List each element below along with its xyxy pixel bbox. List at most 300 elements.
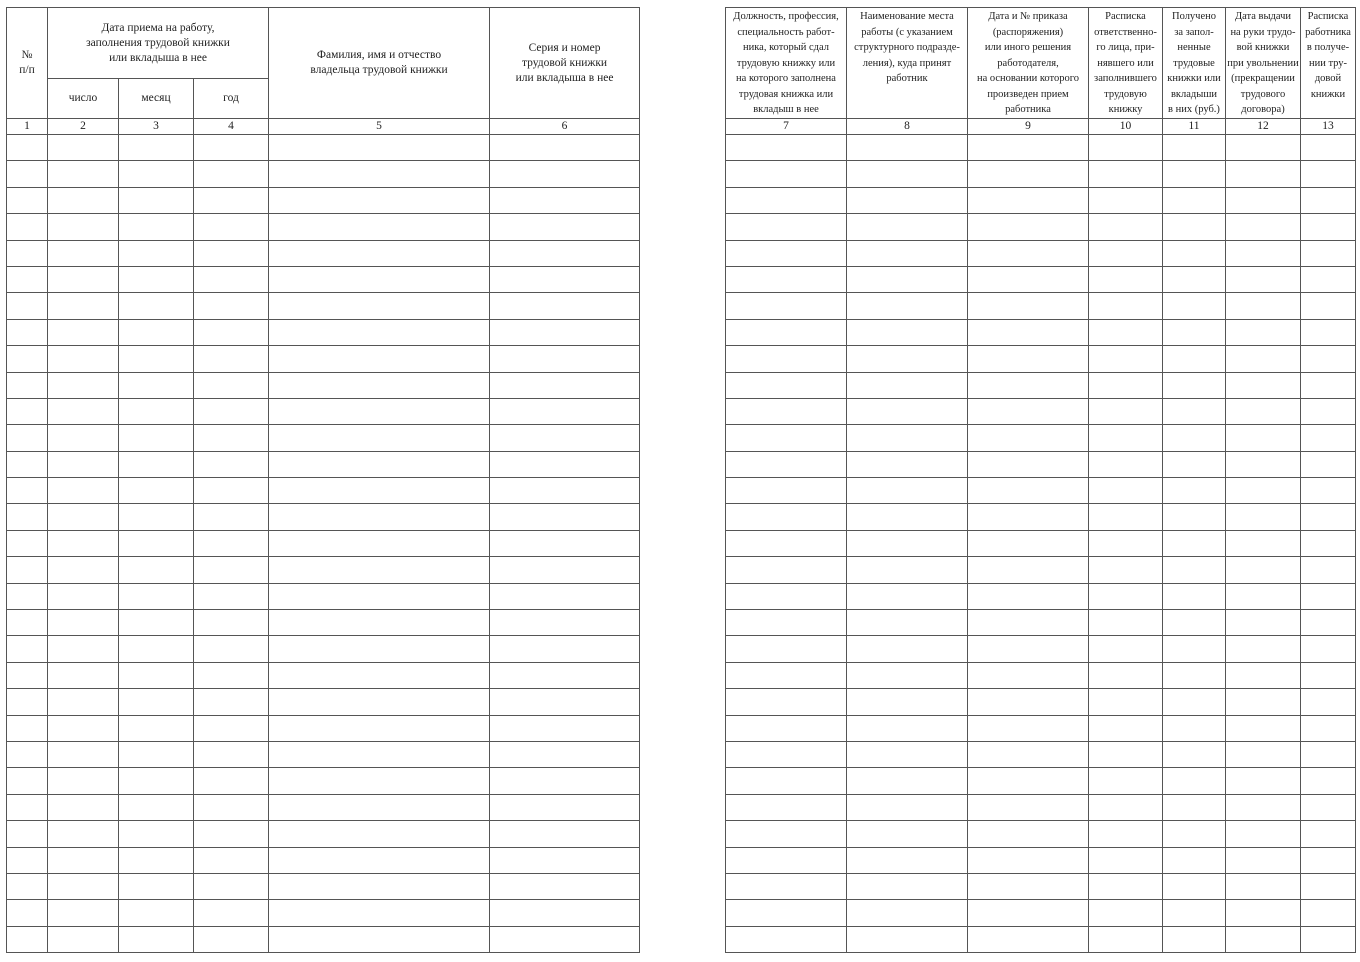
blank-cell bbox=[269, 187, 490, 213]
blank-cell bbox=[726, 504, 847, 530]
blank-cell bbox=[726, 636, 847, 662]
blank-cell bbox=[490, 873, 640, 899]
blank-cell bbox=[1089, 741, 1163, 767]
blank-cell bbox=[48, 346, 119, 372]
blank-cell bbox=[847, 583, 968, 609]
blank-cell bbox=[1301, 293, 1356, 319]
blank-cell bbox=[1163, 161, 1226, 187]
blank-entry-row bbox=[7, 610, 640, 636]
blank-cell bbox=[726, 662, 847, 688]
blank-cell bbox=[269, 398, 490, 424]
blank-cell bbox=[7, 794, 48, 820]
blank-cell bbox=[48, 187, 119, 213]
blank-cell bbox=[48, 794, 119, 820]
blank-cell bbox=[726, 425, 847, 451]
blank-cell bbox=[847, 319, 968, 345]
blank-cell bbox=[269, 214, 490, 240]
blank-cell bbox=[194, 741, 269, 767]
blank-cell bbox=[7, 425, 48, 451]
blank-cell bbox=[7, 240, 48, 266]
blank-entry-row bbox=[7, 557, 640, 583]
blank-cell bbox=[1163, 451, 1226, 477]
blank-cell bbox=[1089, 926, 1163, 952]
blank-cell bbox=[1301, 425, 1356, 451]
blank-cell bbox=[1226, 557, 1301, 583]
blank-cell bbox=[269, 372, 490, 398]
blank-cell bbox=[847, 689, 968, 715]
blank-cell bbox=[119, 610, 194, 636]
blank-entry-row bbox=[7, 821, 640, 847]
blank-cell bbox=[194, 504, 269, 530]
blank-cell bbox=[968, 689, 1089, 715]
blank-cell bbox=[119, 135, 194, 161]
blank-cell bbox=[490, 610, 640, 636]
blank-cell bbox=[968, 319, 1089, 345]
blank-cell bbox=[726, 451, 847, 477]
blank-cell bbox=[269, 926, 490, 952]
blank-cell bbox=[726, 821, 847, 847]
blank-cell bbox=[269, 847, 490, 873]
blank-cell bbox=[847, 530, 968, 556]
blank-cell bbox=[490, 821, 640, 847]
right-page bbox=[725, 7, 1356, 953]
blank-cell bbox=[1301, 847, 1356, 873]
blank-cell bbox=[1301, 926, 1356, 952]
blank-cell bbox=[7, 636, 48, 662]
blank-entry-row bbox=[7, 768, 640, 794]
blank-cell bbox=[1226, 319, 1301, 345]
blank-cell bbox=[847, 451, 968, 477]
blank-entry-row bbox=[726, 821, 1356, 847]
blank-cell bbox=[7, 504, 48, 530]
header-issue-date: Дата выдачи на руки трудо- вой книжки при увольнении (прекращении трудового договора) bbox=[1226, 8, 1301, 119]
blank-cell bbox=[1163, 398, 1226, 424]
blank-cell bbox=[194, 926, 269, 952]
blank-cell bbox=[269, 636, 490, 662]
blank-cell bbox=[1163, 346, 1226, 372]
column-number: 7 bbox=[726, 119, 847, 135]
blank-cell bbox=[119, 530, 194, 556]
blank-cell bbox=[48, 372, 119, 398]
blank-cell bbox=[194, 662, 269, 688]
blank-cell bbox=[7, 372, 48, 398]
blank-cell bbox=[726, 610, 847, 636]
blank-cell bbox=[194, 161, 269, 187]
blank-cell bbox=[1089, 187, 1163, 213]
blank-cell bbox=[968, 346, 1089, 372]
blank-cell bbox=[1089, 504, 1163, 530]
blank-cell bbox=[490, 293, 640, 319]
blank-cell bbox=[48, 715, 119, 741]
blank-cell bbox=[7, 873, 48, 899]
blank-cell bbox=[1301, 662, 1356, 688]
blank-entry-row bbox=[726, 504, 1356, 530]
blank-cell bbox=[1226, 372, 1301, 398]
blank-cell bbox=[7, 187, 48, 213]
blank-cell bbox=[119, 319, 194, 345]
blank-cell bbox=[490, 319, 640, 345]
column-number: 12 bbox=[1226, 119, 1301, 135]
blank-cell bbox=[726, 293, 847, 319]
blank-cell bbox=[194, 583, 269, 609]
blank-cell bbox=[194, 425, 269, 451]
blank-cell bbox=[7, 768, 48, 794]
blank-cell bbox=[1163, 873, 1226, 899]
blank-cell bbox=[48, 900, 119, 926]
blank-cell bbox=[48, 161, 119, 187]
blank-cell bbox=[1163, 530, 1226, 556]
blank-cell bbox=[1089, 715, 1163, 741]
blank-cell bbox=[119, 478, 194, 504]
blank-cell bbox=[269, 319, 490, 345]
blank-cell bbox=[1301, 187, 1356, 213]
blank-cell bbox=[194, 451, 269, 477]
blank-cell bbox=[968, 478, 1089, 504]
blank-cell bbox=[847, 557, 968, 583]
blank-entry-row bbox=[726, 372, 1356, 398]
blank-cell bbox=[7, 478, 48, 504]
blank-cell bbox=[1089, 346, 1163, 372]
blank-cell bbox=[269, 741, 490, 767]
blank-cell bbox=[726, 847, 847, 873]
blank-cell bbox=[490, 478, 640, 504]
blank-entry-row bbox=[7, 583, 640, 609]
blank-entry-row bbox=[7, 689, 640, 715]
blank-cell bbox=[269, 451, 490, 477]
blank-cell bbox=[1089, 662, 1163, 688]
blank-cell bbox=[48, 214, 119, 240]
blank-cell bbox=[726, 794, 847, 820]
column-number: 8 bbox=[847, 119, 968, 135]
blank-entry-row bbox=[726, 926, 1356, 952]
blank-cell bbox=[1301, 715, 1356, 741]
blank-cell bbox=[1301, 900, 1356, 926]
blank-cell bbox=[1163, 610, 1226, 636]
blank-cell bbox=[1163, 768, 1226, 794]
blank-cell bbox=[1301, 689, 1356, 715]
blank-cell bbox=[1163, 926, 1226, 952]
blank-cell bbox=[1301, 161, 1356, 187]
header-employee-receipt: Расписка работника в получе- нии тру- довой книжки bbox=[1301, 8, 1356, 119]
blank-cell bbox=[847, 135, 968, 161]
blank-cell bbox=[1301, 504, 1356, 530]
blank-cell bbox=[1226, 135, 1301, 161]
blank-cell bbox=[48, 451, 119, 477]
header-position: Должность, профессия, специальность работ- ника, который сдал трудовую книжку или на которого заполнена трудовая книжка или вкладыш в нее bbox=[726, 8, 847, 119]
blank-cell bbox=[1089, 478, 1163, 504]
blank-entry-row bbox=[726, 266, 1356, 292]
blank-cell bbox=[194, 557, 269, 583]
header-day: число bbox=[48, 79, 119, 119]
blank-cell bbox=[119, 900, 194, 926]
blank-cell bbox=[968, 610, 1089, 636]
blank-cell bbox=[1089, 583, 1163, 609]
blank-cell bbox=[119, 557, 194, 583]
blank-cell bbox=[1163, 741, 1226, 767]
blank-cell bbox=[1163, 240, 1226, 266]
blank-cell bbox=[48, 768, 119, 794]
blank-entry-row bbox=[7, 847, 640, 873]
blank-cell bbox=[48, 425, 119, 451]
blank-cell bbox=[847, 266, 968, 292]
blank-cell bbox=[1089, 451, 1163, 477]
blank-cell bbox=[490, 530, 640, 556]
left-page bbox=[6, 7, 640, 953]
blank-entry-row bbox=[7, 372, 640, 398]
blank-entry-row bbox=[726, 583, 1356, 609]
blank-cell bbox=[119, 398, 194, 424]
blank-entry-row bbox=[7, 187, 640, 213]
blank-cell bbox=[1089, 240, 1163, 266]
blank-entry-row bbox=[726, 557, 1356, 583]
blank-entry-row bbox=[726, 873, 1356, 899]
blank-entry-row bbox=[7, 715, 640, 741]
blank-cell bbox=[119, 504, 194, 530]
blank-cell bbox=[194, 900, 269, 926]
column-number: 3 bbox=[119, 119, 194, 135]
blank-cell bbox=[847, 741, 968, 767]
blank-cell bbox=[490, 346, 640, 372]
blank-cell bbox=[269, 662, 490, 688]
blank-cell bbox=[1089, 530, 1163, 556]
blank-cell bbox=[847, 715, 968, 741]
blank-entry-row bbox=[7, 319, 640, 345]
blank-cell bbox=[1163, 794, 1226, 820]
blank-cell bbox=[194, 821, 269, 847]
blank-cell bbox=[119, 926, 194, 952]
blank-cell bbox=[726, 900, 847, 926]
blank-cell bbox=[1163, 135, 1226, 161]
blank-cell bbox=[726, 372, 847, 398]
blank-cell bbox=[194, 372, 269, 398]
blank-cell bbox=[1089, 610, 1163, 636]
blank-entry-row bbox=[7, 662, 640, 688]
blank-entry-row bbox=[726, 847, 1356, 873]
blank-entry-row bbox=[726, 662, 1356, 688]
blank-cell bbox=[968, 873, 1089, 899]
blank-cell bbox=[269, 873, 490, 899]
blank-cell bbox=[194, 319, 269, 345]
blank-cell bbox=[194, 478, 269, 504]
blank-cell bbox=[726, 214, 847, 240]
blank-entry-row bbox=[726, 478, 1356, 504]
blank-cell bbox=[1226, 741, 1301, 767]
blank-entry-row bbox=[726, 689, 1356, 715]
blank-cell bbox=[847, 847, 968, 873]
blank-cell bbox=[1301, 266, 1356, 292]
blank-cell bbox=[48, 662, 119, 688]
blank-cell bbox=[194, 689, 269, 715]
blank-cell bbox=[48, 557, 119, 583]
blank-cell bbox=[1163, 214, 1226, 240]
blank-entry-row bbox=[726, 715, 1356, 741]
blank-cell bbox=[1301, 768, 1356, 794]
blank-cell bbox=[119, 768, 194, 794]
blank-cell bbox=[119, 372, 194, 398]
blank-cell bbox=[1163, 715, 1226, 741]
blank-cell bbox=[194, 847, 269, 873]
blank-cell bbox=[1089, 161, 1163, 187]
blank-cell bbox=[269, 266, 490, 292]
blank-cell bbox=[269, 240, 490, 266]
header-year: год bbox=[194, 79, 269, 119]
blank-cell bbox=[48, 240, 119, 266]
blank-cell bbox=[7, 557, 48, 583]
blank-cell bbox=[1089, 135, 1163, 161]
blank-cell bbox=[119, 425, 194, 451]
blank-cell bbox=[1226, 451, 1301, 477]
blank-cell bbox=[1163, 478, 1226, 504]
blank-cell bbox=[119, 741, 194, 767]
blank-cell bbox=[726, 266, 847, 292]
blank-cell bbox=[1226, 636, 1301, 662]
blank-cell bbox=[1226, 161, 1301, 187]
blank-cell bbox=[1301, 794, 1356, 820]
blank-cell bbox=[1089, 372, 1163, 398]
blank-cell bbox=[847, 794, 968, 820]
blank-cell bbox=[7, 662, 48, 688]
blank-cell bbox=[1089, 821, 1163, 847]
blank-cell bbox=[194, 610, 269, 636]
blank-cell bbox=[726, 689, 847, 715]
blank-cell bbox=[968, 847, 1089, 873]
blank-cell bbox=[726, 926, 847, 952]
blank-cell bbox=[119, 583, 194, 609]
blank-entry-row bbox=[726, 319, 1356, 345]
blank-cell bbox=[490, 161, 640, 187]
blank-entry-row bbox=[726, 425, 1356, 451]
blank-cell bbox=[1163, 266, 1226, 292]
blank-cell bbox=[490, 451, 640, 477]
blank-cell bbox=[48, 530, 119, 556]
blank-cell bbox=[726, 319, 847, 345]
blank-cell bbox=[7, 689, 48, 715]
blank-cell bbox=[1301, 478, 1356, 504]
blank-cell bbox=[1089, 214, 1163, 240]
blank-cell bbox=[847, 346, 968, 372]
blank-cell bbox=[1226, 768, 1301, 794]
blank-cell bbox=[1301, 530, 1356, 556]
column-number: 4 bbox=[194, 119, 269, 135]
blank-cell bbox=[490, 214, 640, 240]
blank-cell bbox=[847, 240, 968, 266]
blank-cell bbox=[1301, 346, 1356, 372]
blank-cell bbox=[490, 266, 640, 292]
blank-entry-row bbox=[7, 530, 640, 556]
blank-cell bbox=[194, 873, 269, 899]
blank-cell bbox=[490, 425, 640, 451]
blank-cell bbox=[847, 610, 968, 636]
blank-cell bbox=[119, 451, 194, 477]
blank-cell bbox=[1301, 135, 1356, 161]
header-payment-received: Получено за запол- ненные трудовые книжки или вкладыши в них (руб.) bbox=[1163, 8, 1226, 119]
blank-cell bbox=[1163, 636, 1226, 662]
blank-cell bbox=[1301, 240, 1356, 266]
blank-cell bbox=[1226, 821, 1301, 847]
blank-cell bbox=[1226, 847, 1301, 873]
blank-entry-row bbox=[726, 161, 1356, 187]
blank-cell bbox=[269, 557, 490, 583]
blank-cell bbox=[968, 636, 1089, 662]
blank-cell bbox=[1089, 557, 1163, 583]
blank-cell bbox=[48, 873, 119, 899]
blank-cell bbox=[968, 187, 1089, 213]
blank-cell bbox=[968, 240, 1089, 266]
blank-entry-row bbox=[7, 398, 640, 424]
column-number-row bbox=[726, 119, 1356, 135]
blank-entry-row bbox=[7, 873, 640, 899]
blank-cell bbox=[490, 372, 640, 398]
blank-entry-row bbox=[7, 161, 640, 187]
blank-cell bbox=[48, 398, 119, 424]
blank-cell bbox=[968, 768, 1089, 794]
blank-cell bbox=[7, 135, 48, 161]
blank-entry-row bbox=[726, 240, 1356, 266]
blank-cell bbox=[1226, 926, 1301, 952]
blank-cell bbox=[48, 847, 119, 873]
blank-cell bbox=[726, 557, 847, 583]
blank-cell bbox=[269, 425, 490, 451]
blank-entry-row bbox=[726, 293, 1356, 319]
blank-cell bbox=[726, 741, 847, 767]
blank-entry-row bbox=[7, 240, 640, 266]
blank-cell bbox=[1301, 372, 1356, 398]
blank-cell bbox=[1301, 557, 1356, 583]
blank-cell bbox=[119, 715, 194, 741]
blank-cell bbox=[119, 346, 194, 372]
blank-cell bbox=[7, 530, 48, 556]
blank-cell bbox=[1163, 319, 1226, 345]
blank-cell bbox=[968, 214, 1089, 240]
blank-cell bbox=[269, 346, 490, 372]
blank-entry-row bbox=[7, 293, 640, 319]
blank-cell bbox=[119, 266, 194, 292]
blank-cell bbox=[490, 689, 640, 715]
blank-cell bbox=[194, 768, 269, 794]
column-number: 11 bbox=[1163, 119, 1226, 135]
blank-cell bbox=[119, 636, 194, 662]
column-number: 6 bbox=[490, 119, 640, 135]
blank-cell bbox=[847, 821, 968, 847]
blank-cell bbox=[1226, 398, 1301, 424]
blank-cell bbox=[194, 187, 269, 213]
blank-cell bbox=[726, 873, 847, 899]
blank-cell bbox=[726, 398, 847, 424]
blank-cell bbox=[7, 610, 48, 636]
blank-cell bbox=[1226, 293, 1301, 319]
blank-cell bbox=[1301, 214, 1356, 240]
blank-cell bbox=[1226, 689, 1301, 715]
blank-cell bbox=[1301, 873, 1356, 899]
blank-cell bbox=[847, 425, 968, 451]
blank-cell bbox=[1089, 398, 1163, 424]
blank-cell bbox=[269, 821, 490, 847]
blank-cell bbox=[726, 768, 847, 794]
blank-cell bbox=[1226, 214, 1301, 240]
blank-cell bbox=[1089, 847, 1163, 873]
header-month: месяц bbox=[119, 79, 194, 119]
blank-cell bbox=[726, 346, 847, 372]
blank-entry-row bbox=[7, 346, 640, 372]
blank-cell bbox=[1163, 900, 1226, 926]
blank-entry-row bbox=[726, 398, 1356, 424]
blank-cell bbox=[269, 900, 490, 926]
blank-cell bbox=[726, 187, 847, 213]
column-number: 13 bbox=[1301, 119, 1356, 135]
blank-cell bbox=[48, 266, 119, 292]
header-hire-date: Дата приема на работу, заполнения трудовой книжки или вкладыша в нее bbox=[48, 8, 269, 79]
blank-cell bbox=[7, 346, 48, 372]
